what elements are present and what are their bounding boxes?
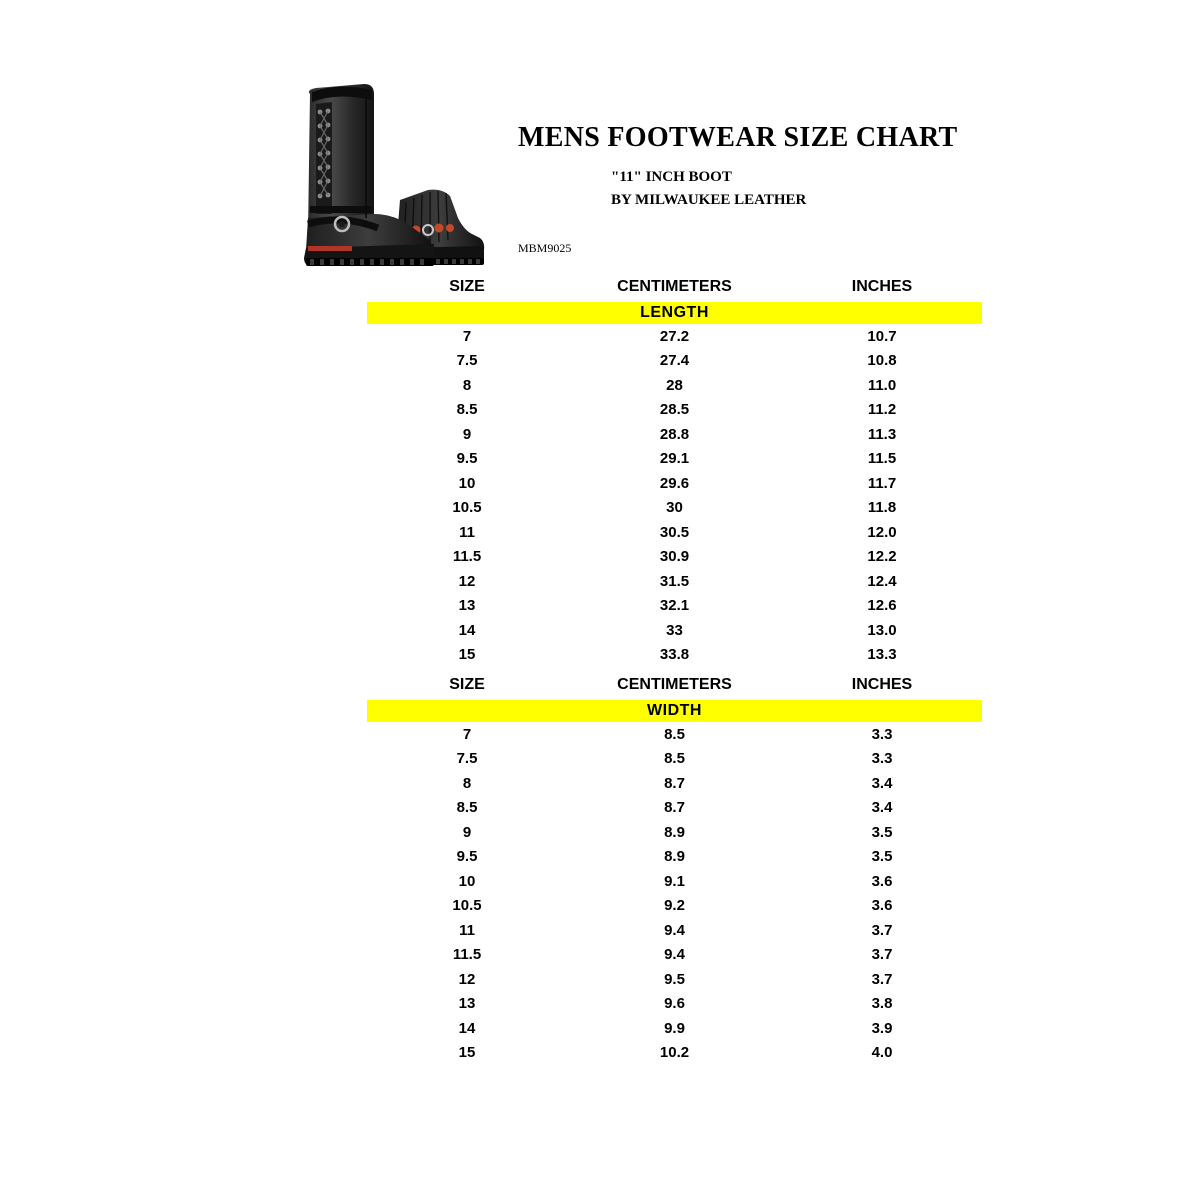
cell-cm: 9.4 — [664, 946, 685, 964]
cell-size: 12 — [458, 970, 476, 988]
cell-in: 3.3 — [871, 750, 893, 768]
cell-cm: 27.4 — [659, 352, 690, 370]
cell-cm: 8.5 — [664, 750, 685, 768]
boot-front — [304, 84, 434, 266]
table-row — [367, 894, 982, 919]
cell-in: 12.2 — [867, 548, 897, 566]
cell-cm: 29.1 — [659, 450, 690, 468]
length-size-table — [367, 276, 982, 667]
cell-in: 12.6 — [867, 597, 897, 615]
cell-cm: 27.2 — [659, 327, 690, 345]
cell-cm: 9.6 — [664, 995, 685, 1013]
cell-in: 3.6 — [871, 897, 893, 915]
model-code: MBM9025 — [518, 241, 572, 255]
cell-size: 7 — [462, 327, 472, 345]
cell-cm: 28.8 — [659, 425, 690, 443]
table-row — [367, 349, 982, 374]
table-row — [367, 324, 982, 349]
cell-cm: 8.7 — [664, 774, 685, 792]
table-row — [367, 967, 982, 992]
table-row — [367, 545, 982, 570]
cell-cm: 9.2 — [664, 897, 685, 915]
cell-size: 10 — [458, 872, 476, 890]
cell-cm: 9.9 — [664, 1019, 685, 1037]
cell-cm: 30.9 — [659, 548, 690, 566]
table-row — [367, 618, 982, 643]
cell-size: 15 — [458, 646, 476, 664]
cell-size: 7 — [462, 725, 472, 743]
cell-cm: 8.5 — [664, 725, 685, 743]
cell-cm: 9.1 — [664, 872, 685, 890]
cell-size: 10 — [458, 474, 476, 492]
cell-size: 11 — [459, 523, 475, 541]
width-band-row — [367, 700, 982, 722]
cell-cm: 28 — [666, 376, 683, 394]
cell-cm: 9.5 — [664, 970, 685, 988]
cell-in: 12.0 — [867, 523, 897, 541]
cell-size: 15 — [458, 1044, 476, 1062]
cell-in: 11.2 — [867, 401, 897, 419]
cell-in: 13.3 — [867, 646, 897, 664]
length-table-head — [367, 276, 982, 302]
cell-size: 8.5 — [456, 799, 478, 817]
table-row — [367, 398, 982, 423]
column-header-inches: INCHES — [851, 278, 913, 295]
cell-cm: 29.6 — [659, 474, 690, 492]
cell-in: 3.9 — [871, 1019, 893, 1037]
column-header-centimeters: CENTIMETERS — [617, 278, 732, 295]
cell-cm: 31.5 — [659, 572, 690, 590]
cell-in: 3.3 — [871, 725, 893, 743]
subtitle-brand: BY MILWAUKEE LEATHER — [611, 192, 807, 208]
column-header-centimeters: CENTIMETERS — [617, 676, 732, 693]
cell-size: 8.5 — [456, 401, 478, 419]
table-row — [367, 820, 982, 845]
cell-cm: 9.4 — [664, 921, 685, 939]
cell-in: 10.7 — [867, 327, 897, 345]
cell-in: 11.0 — [867, 376, 897, 394]
table-row — [367, 422, 982, 447]
table-row — [367, 992, 982, 1017]
table-row — [367, 643, 982, 668]
cell-cm: 28.5 — [659, 401, 690, 419]
cell-size: 13 — [458, 995, 476, 1013]
width-table-body — [367, 700, 982, 1065]
cell-in: 3.4 — [871, 799, 893, 817]
cell-size: 9 — [462, 425, 472, 443]
cell-cm: 30 — [666, 499, 683, 517]
cell-size: 9.5 — [456, 848, 478, 866]
width-band-label: WIDTH — [367, 700, 982, 722]
table-row — [367, 771, 982, 796]
cell-in: 11.5 — [867, 450, 897, 468]
cell-size: 8 — [462, 376, 472, 394]
product-image — [282, 78, 502, 278]
table-row — [367, 943, 982, 968]
table-row — [367, 722, 982, 747]
cell-in: 11.7 — [867, 474, 897, 492]
column-header-inches: INCHES — [851, 676, 913, 693]
boot-illustration-svg — [282, 78, 502, 278]
table-row — [367, 496, 982, 521]
table-row — [367, 1041, 982, 1066]
width-table-head — [367, 674, 982, 700]
table-row — [367, 569, 982, 594]
cell-in: 13.0 — [867, 621, 897, 639]
cell-cm: 8.9 — [664, 823, 685, 841]
cell-cm: 30.5 — [659, 523, 690, 541]
table-row — [367, 747, 982, 772]
table-row — [367, 471, 982, 496]
cell-in: 3.5 — [871, 848, 893, 866]
cell-size: 9 — [462, 823, 472, 841]
cell-size: 10.5 — [452, 897, 482, 915]
cell-cm: 33.8 — [659, 646, 690, 664]
cell-cm: 10.2 — [659, 1044, 690, 1062]
cell-cm: 32.1 — [659, 597, 690, 615]
table-row — [367, 447, 982, 472]
cell-in: 10.8 — [867, 352, 897, 370]
cell-in: 3.6 — [871, 872, 893, 890]
cell-size: 11 — [459, 921, 475, 939]
cell-size: 14 — [458, 1019, 476, 1037]
column-header-size: SIZE — [449, 676, 485, 693]
cell-in: 4.0 — [871, 1044, 893, 1062]
table-row — [367, 594, 982, 619]
cell-in: 3.7 — [871, 921, 893, 939]
cell-in: 11.8 — [867, 499, 897, 517]
page-title: MENS FOOTWEAR SIZE CHART — [518, 122, 958, 153]
table-row — [367, 796, 982, 821]
cell-size: 10.5 — [452, 499, 482, 517]
cell-size: 8 — [462, 774, 472, 792]
cell-in: 3.7 — [871, 946, 893, 964]
cell-size: 14 — [458, 621, 476, 639]
cell-in: 3.7 — [871, 970, 893, 988]
length-band-label: LENGTH — [367, 302, 982, 324]
length-table-body — [367, 302, 982, 667]
table-row — [367, 869, 982, 894]
cell-in: 3.5 — [871, 823, 893, 841]
cell-cm: 33 — [666, 621, 683, 639]
subtitle-boot-height: "11" INCH BOOT — [611, 169, 732, 185]
cell-size: 7.5 — [456, 750, 478, 768]
width-header-row — [367, 674, 982, 700]
table-row — [367, 1016, 982, 1041]
cell-in: 12.4 — [867, 572, 897, 590]
cell-size: 13 — [458, 597, 476, 615]
cell-in: 3.4 — [871, 774, 893, 792]
cell-in: 3.8 — [871, 995, 893, 1013]
cell-size: 7.5 — [456, 352, 478, 370]
cell-cm: 8.7 — [664, 799, 685, 817]
length-band-row — [367, 302, 982, 324]
cell-cm: 8.9 — [664, 848, 685, 866]
cell-size: 11.5 — [452, 946, 482, 964]
table-row — [367, 373, 982, 398]
table-row — [367, 918, 982, 943]
table-row — [367, 845, 982, 870]
cell-size: 11.5 — [452, 548, 482, 566]
width-size-table — [367, 674, 982, 1065]
length-header-row — [367, 276, 982, 302]
table-row — [367, 520, 982, 545]
cell-size: 9.5 — [456, 450, 478, 468]
cell-size: 12 — [458, 572, 476, 590]
cell-in: 11.3 — [867, 425, 897, 443]
column-header-size: SIZE — [449, 278, 485, 295]
